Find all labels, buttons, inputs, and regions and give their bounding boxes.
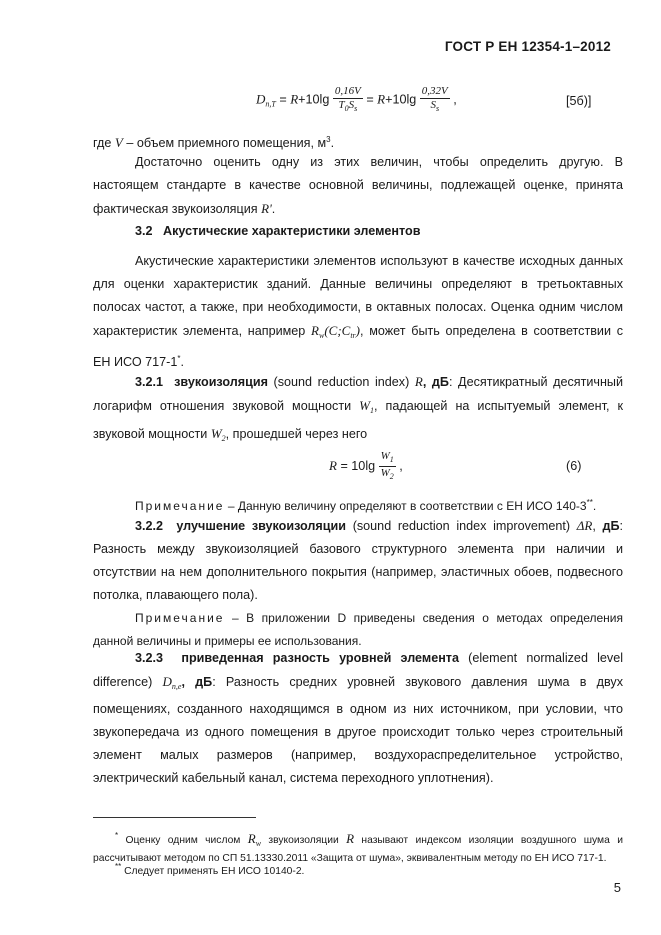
section-heading-3-2: 3.2 Акустические характеристики элементов <box>135 224 421 238</box>
footnote-1: * Оценку одним числом $R_w$ звукоизоляции R называют индексом изоляции воздушного шума и рассчитывают методом по СП 51.13330.2011 «Защита от шума», эквивалентным методу по ЕН ИСО 717-1. <box>93 831 623 864</box>
eq-fraction-1: $\frac{0,16V}{T_0S_s}$ <box>334 85 361 113</box>
equation-number-5b: [5б)] <box>566 94 592 108</box>
eq-lhs: D <box>256 91 266 107</box>
page-number: 5 <box>613 880 621 895</box>
definition-3-2-1: 3.2.1 звукоизоляция (sound reduction index) R, дБ: Десятикратный десятичный логарифм отношения звуковой мощности $W_1$, падающей на испытуемый элемент, к звуковой мощности $W_2$, прошедшей через него <box>93 374 623 443</box>
equation-6: R = 10lg $\frac{W_1}{W_2}$ , <box>329 450 403 481</box>
where-clause: где V – объем приемного помещения, $м^3$. <box>93 135 335 150</box>
definition-3-2-3: 3.2.3 приведенная разность уровней элемента (element normalized level difference) $D_{n,e}$, дБ: Разность средних уровней звукового давления шума в двух помещениях, созданного находящимся в одном из них источником, при условии, что звукопередача из одного помещения в другое происходит только через строительный элемент малых размеров (например, воздухораспределительное устройство, электрический кабельный канал, система переходного уплотнения). <box>93 651 624 785</box>
equation-number-6: (6) <box>566 459 582 473</box>
eq-fraction-2: $\frac{0,32V}{S_s}$ <box>421 85 448 113</box>
eq-equals: = <box>279 92 287 107</box>
page-header-standard: ГОСТ Р ЕН 12354-1–2012 <box>444 39 611 54</box>
paragraph-2: Акустические характеристики элементов используют в качестве исходных данных для оценки характеристик зданий. Данные величины определяют в третьоктавных полосах частот, а также, при необходимости, в октавных полосах. Оценка одним числом характеристик элемента, например $R_w(C;C_{tr})$, может быть определена в соответствии с ЕН ИСО 717-1*. <box>93 254 624 369</box>
definition-3-2-2: 3.2.2 улучшение звукоизоляции (sound reduction index improvement) ΔR, дБ: Разность между звукоизоляцией базового структурного элемента при наличии и отсутствии на нем дополнительного покрытия (например, эластичных обоев, подвесного потолка, плавающего пола). <box>93 518 624 602</box>
paragraph-1: Достаточно оценить одну из этих величин, чтобы определить другую. В настоящем стандарте в качестве основной величины, подлежащей оценке, принята фактическая звукоизоляция R'. <box>93 155 623 216</box>
footnote-2: ** Следует применять ЕН ИСО 10140-2. <box>115 862 305 877</box>
equation-5b: $D_{n,T} = R+10\lg$ $\frac{0,16V}{T_0S_s}$ = R+10lg $\frac{0,32V}{S_s}$ , <box>256 85 457 113</box>
note-1: Примечание – Данную величину определяют в соответствии с ЕН ИСО 140-3**. <box>135 498 597 513</box>
eq6-fraction: $\frac{W_1}{W_2}$ <box>380 450 394 481</box>
footnote-divider <box>93 817 256 818</box>
note-2: Примечание – В приложении D приведены сведения о методах определения данной величины и примеры ее использования. <box>93 611 623 648</box>
